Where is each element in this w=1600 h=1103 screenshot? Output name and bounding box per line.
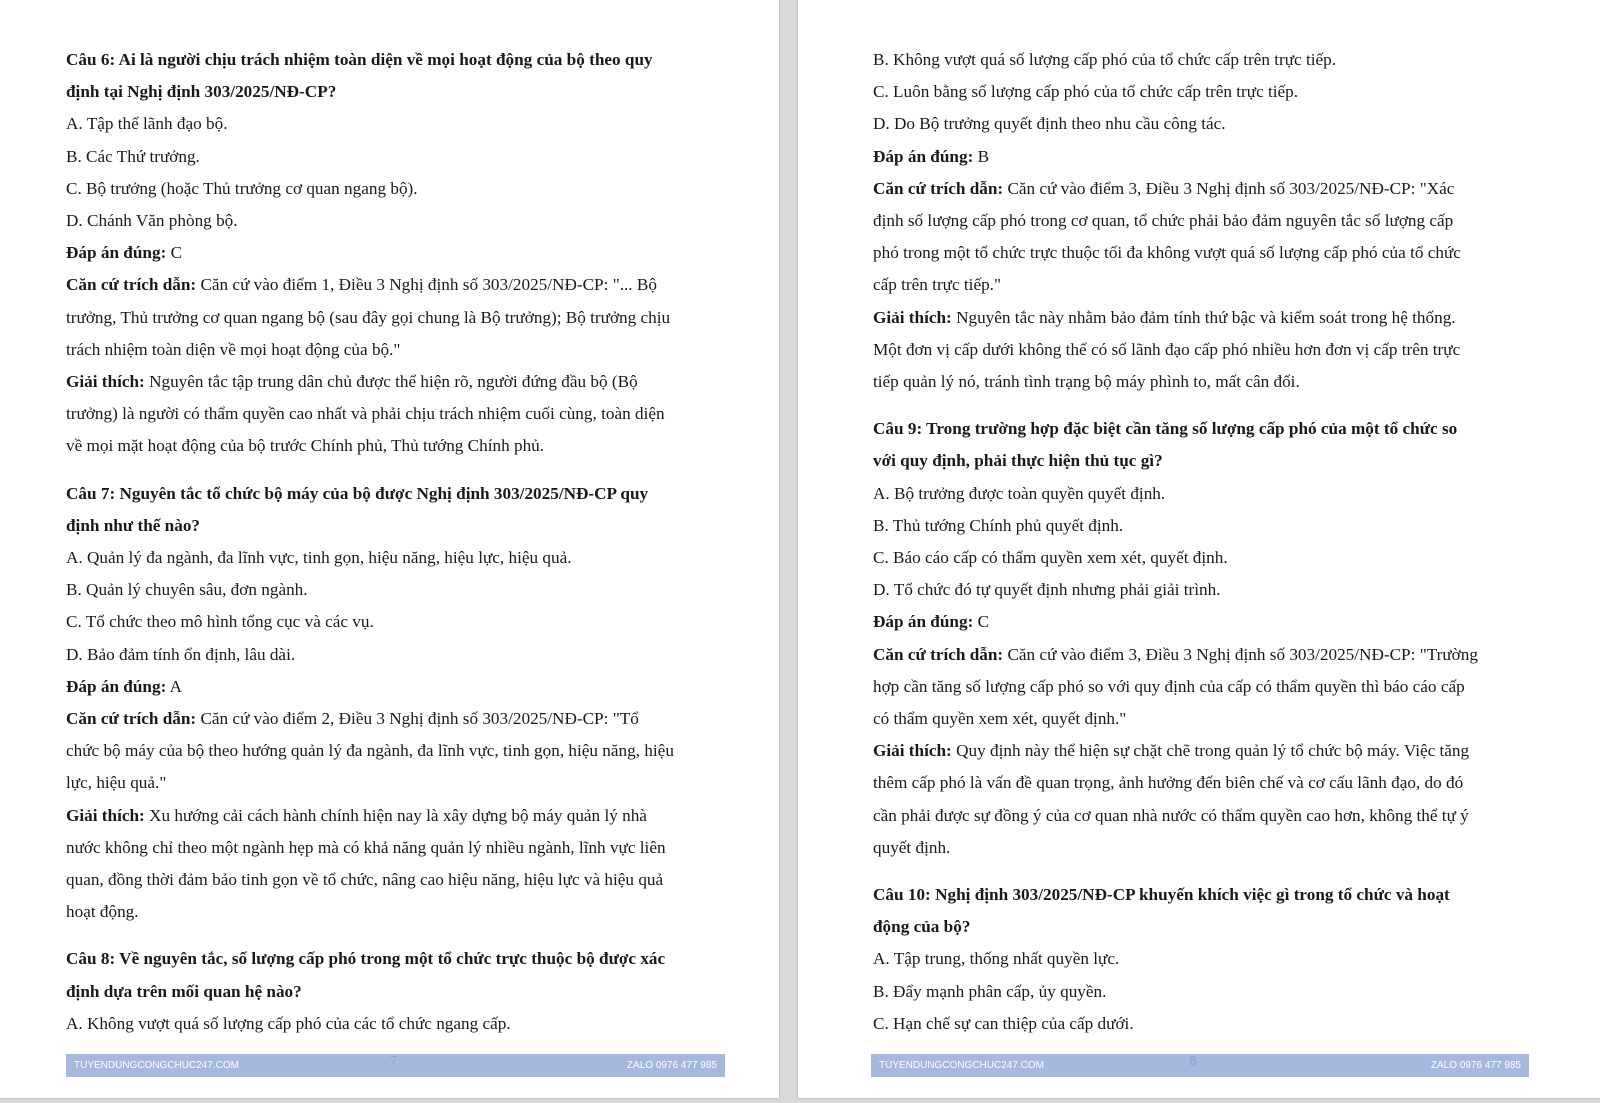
line-label: Căn cứ trích dẫn:	[873, 644, 1004, 664]
document-page-7	[0, 0, 779, 1098]
line-text: B	[973, 146, 990, 166]
line-text: định tại Nghị định 303/2025/NĐ-CP?	[66, 82, 337, 102]
line-text: Căn cứ vào điểm 2, Điều 3 Nghị định số 303/2025/NĐ-CP: "Tổ	[196, 709, 639, 729]
line-text: A. Tập trung, thống nhất quyền lực.	[873, 949, 1120, 969]
text-line	[873, 44, 1573, 76]
line-label: Đáp án đúng:	[66, 243, 167, 263]
text-line	[873, 76, 1573, 108]
text-line	[873, 976, 1573, 1008]
text-line	[66, 1008, 746, 1040]
line-text: quyết định.	[873, 837, 951, 857]
line-text: C	[973, 612, 990, 632]
text-line	[873, 205, 1573, 237]
text-line	[66, 864, 746, 896]
line-text: C. Tổ chức theo mô hình tổng cục và các vụ.	[66, 612, 374, 632]
line-text: C. Báo cáo cấp có thẩm quyền xem xét, quyết định.	[873, 548, 1228, 568]
line-text: định như thế nào?	[66, 515, 201, 535]
question-line	[873, 413, 1573, 445]
text-line	[873, 671, 1573, 703]
line-text: với quy định, phải thực hiện thủ tục gì?	[873, 451, 1163, 471]
line-text: C	[166, 243, 183, 263]
text-line	[873, 606, 1573, 638]
text-line	[66, 574, 746, 606]
line-label: Căn cứ trích dẫn:	[873, 178, 1004, 198]
line-label: Giải thích:	[873, 307, 952, 327]
text-line	[66, 173, 746, 205]
line-text: tiếp quản lý nó, tránh tình trạng bộ máy phình to, mất cân đối.	[873, 372, 1300, 392]
text-line	[873, 302, 1573, 334]
line-text: trưởng) là người có thẩm quyền cao nhất và phải chịu trách nhiệm cuối cùng, toàn diện	[66, 404, 665, 424]
line-text: D. Chánh Văn phòng bộ.	[66, 211, 238, 231]
text-line	[66, 237, 746, 269]
footer-zalo: ZALO 0976 477 985	[626, 1060, 717, 1071]
line-text: hoạt động.	[66, 902, 139, 922]
line-text: Câu 6: Ai là người chịu trách nhiệm toàn diện về mọi hoạt động của bộ theo quy	[66, 50, 653, 69]
text-line	[873, 767, 1573, 799]
question-line	[66, 76, 746, 108]
text-line	[66, 366, 746, 398]
footer-site: TUYENDUNGCONGCHUC247.COM	[74, 1060, 240, 1071]
text-line	[873, 1008, 1573, 1040]
line-text: Căn cứ vào điểm 1, Điều 3 Nghị định số 303/2025/NĐ-CP: "... Bộ	[196, 275, 657, 295]
line-text: D. Tổ chức đó tự quyết định nhưng phải giải trình.	[873, 580, 1221, 600]
question-line	[873, 445, 1573, 477]
text-line	[66, 606, 746, 638]
line-text: cấp trên trực tiếp."	[873, 275, 1001, 295]
line-text: A. Tập thể lãnh đạo bộ.	[66, 114, 228, 134]
line-text: A. Quản lý đa ngành, đa lĩnh vực, tinh gọn, hiệu năng, hiệu lực, hiệu quả.	[66, 548, 572, 568]
document-page-8	[798, 0, 1600, 1098]
line-label: Giải thích:	[66, 805, 145, 825]
line-text: Nguyên tắc này nhằm bảo đảm tính thứ bậc và kiểm soát trong hệ thống.	[951, 307, 1456, 327]
question-line	[66, 943, 746, 975]
line-text: nước không chỉ theo một ngành hẹp mà có khả năng quản lý nhiều ngành, lĩnh vực liên	[66, 837, 666, 857]
text-line	[873, 478, 1573, 510]
question-line	[66, 976, 746, 1008]
text-line	[66, 832, 746, 864]
line-text: C. Luôn bằng số lượng cấp phó của tổ chức cấp trên trực tiếp.	[873, 82, 1299, 102]
line-text: định dựa trên mối quan hệ nào?	[66, 981, 302, 1001]
text-line	[873, 237, 1573, 269]
text-line	[66, 896, 746, 928]
line-label: Đáp án đúng:	[66, 676, 167, 696]
text-line	[66, 542, 746, 574]
text-line	[873, 574, 1573, 606]
line-text: Căn cứ vào điểm 3, Điều 3 Nghị định số 303/2025/NĐ-CP: "Xác	[1003, 178, 1455, 198]
line-text: Câu 8: Về nguyên tắc, số lượng cấp phó trong một tổ chức trực thuộc bộ được xác	[66, 949, 666, 969]
text-line	[66, 205, 746, 237]
text-line	[66, 671, 746, 703]
line-text: định số lượng cấp phó trong cơ quan, tổ chức phải bảo đảm nguyên tắc số lượng cấp	[873, 211, 1454, 231]
line-text: C. Bộ trưởng (hoặc Thủ trưởng cơ quan ngang bộ).	[66, 178, 418, 198]
question-line	[66, 44, 746, 76]
text-line	[873, 800, 1573, 832]
text-line	[873, 735, 1573, 767]
line-text: A. Không vượt quá số lượng cấp phó của các tổ chức ngang cấp.	[66, 1013, 511, 1033]
line-text: B. Thủ tướng Chính phủ quyết định.	[873, 515, 1124, 535]
line-text: Một đơn vị cấp dưới không thể có số lãnh đạo cấp phó nhiều hơn đơn vị cấp trên trực	[873, 339, 1461, 359]
line-text: D. Bảo đảm tính ổn định, lâu dài.	[66, 644, 296, 664]
line-label: Giải thích:	[66, 372, 145, 392]
text-line	[66, 141, 746, 173]
line-text: C. Hạn chế sự can thiệp của cấp dưới.	[873, 1013, 1134, 1033]
line-text: động của bộ?	[873, 917, 971, 937]
line-text: Xu hướng cải cách hành chính hiện nay là xây dựng bộ máy quản lý nhà	[144, 805, 647, 825]
page-number: 7	[390, 1053, 398, 1068]
line-label: Giải thích:	[873, 741, 952, 761]
line-label: Căn cứ trích dẫn:	[66, 275, 197, 295]
line-text: Quy định này thể hiện sự chặt chẽ trong quản lý tổ chức bộ máy. Việc tăng	[951, 741, 1470, 761]
text-line	[66, 735, 746, 767]
page-content	[873, 44, 1573, 1040]
page-footer	[66, 1054, 725, 1077]
text-line	[873, 703, 1573, 735]
question-line	[873, 879, 1573, 911]
line-text: về mọi mặt hoạt động của bộ trước Chính phủ, Thủ tướng Chính phủ.	[66, 436, 545, 456]
question-line	[66, 478, 746, 510]
text-line	[873, 108, 1573, 140]
text-line	[873, 269, 1573, 301]
line-text: phó trong một tổ chức trực thuộc tối đa không vượt quá số lượng cấp phó của tổ chức	[873, 243, 1461, 263]
text-line	[873, 832, 1573, 864]
line-label: Đáp án đúng:	[873, 612, 974, 632]
page-footer	[871, 1054, 1529, 1077]
line-text: B. Đẩy mạnh phân cấp, ủy quyền.	[873, 981, 1107, 1001]
line-text: cần phải được sự đồng ý của cơ quan nhà nước có thẩm quyền cao hơn, không thể tự ý	[873, 805, 1469, 825]
text-line	[873, 542, 1573, 574]
line-text: B. Các Thứ trưởng.	[66, 146, 200, 166]
line-text: trách nhiệm toàn diện về mọi hoạt động của bộ."	[66, 339, 401, 359]
line-label: Căn cứ trích dẫn:	[66, 709, 197, 729]
text-line	[66, 767, 746, 799]
page-content	[66, 44, 746, 1040]
line-text: có thẩm quyền xem xét, quyết định."	[873, 709, 1127, 729]
text-line	[66, 639, 746, 671]
text-line	[66, 398, 746, 430]
line-text: B. Không vượt quá số lượng cấp phó của tổ chức cấp trên trực tiếp.	[873, 50, 1337, 69]
text-line	[873, 366, 1573, 398]
line-text: Căn cứ vào điểm 3, Điều 3 Nghị định số 303/2025/NĐ-CP: "Trường	[1003, 644, 1478, 664]
line-label: Đáp án đúng:	[873, 146, 974, 166]
line-text: A	[166, 676, 183, 696]
text-line	[873, 639, 1573, 671]
line-text: A. Bộ trưởng được toàn quyền quyết định.	[873, 483, 1166, 503]
line-text: Câu 7: Nguyên tắc tổ chức bộ máy của bộ được Nghị định 303/2025/NĐ-CP quy	[66, 483, 649, 503]
text-line	[66, 334, 746, 366]
text-line	[66, 703, 746, 735]
footer-site: TUYENDUNGCONGCHUC247.COM	[879, 1060, 1045, 1071]
line-text: Nguyên tắc tập trung dân chủ được thể hiện rõ, người đứng đầu bộ (Bộ	[144, 372, 638, 392]
text-line	[873, 173, 1573, 205]
footer-zalo: ZALO 0976 477 985	[1430, 1060, 1521, 1071]
text-line	[873, 943, 1573, 975]
text-line	[873, 141, 1573, 173]
question-line	[66, 510, 746, 542]
line-text: quan, đồng thời đảm bảo tinh gọn về tổ chức, nâng cao hiệu năng, hiệu lực và hiệu quả	[66, 870, 664, 890]
text-line	[66, 108, 746, 140]
question-line	[873, 911, 1573, 943]
line-text: B. Quản lý chuyên sâu, đơn ngành.	[66, 580, 308, 600]
page-number: 8	[1189, 1053, 1197, 1068]
line-text: D. Do Bộ trưởng quyết định theo nhu cầu công tác.	[873, 114, 1226, 134]
line-text: lực, hiệu quả."	[66, 773, 167, 793]
text-line	[66, 302, 746, 334]
text-line	[66, 269, 746, 301]
text-line	[66, 800, 746, 832]
line-text: chức bộ máy của bộ theo hướng quản lý đa ngành, đa lĩnh vực, tinh gọn, hiệu năng, hiệu	[66, 741, 674, 761]
line-text: Câu 10: Nghị định 303/2025/NĐ-CP khuyến khích việc gì trong tổ chức và hoạt	[873, 885, 1450, 905]
line-text: Câu 9: Trong trường hợp đặc biệt cần tăng số lượng cấp phó của một tổ chức so	[873, 419, 1458, 439]
text-line	[873, 334, 1573, 366]
line-text: trưởng, Thủ trưởng cơ quan ngang bộ (sau đây gọi chung là Bộ trưởng); Bộ trưởng chịu	[66, 307, 671, 327]
text-line	[873, 510, 1573, 542]
text-line	[66, 430, 746, 462]
line-text: hợp cần tăng số lượng cấp phó so với quy định của cấp có thẩm quyền thì báo cáo cấp	[873, 676, 1465, 696]
line-text: thêm cấp phó là vấn đề quan trọng, ảnh hưởng đến biên chế và cơ cấu lãnh đạo, do đó	[873, 773, 1464, 793]
